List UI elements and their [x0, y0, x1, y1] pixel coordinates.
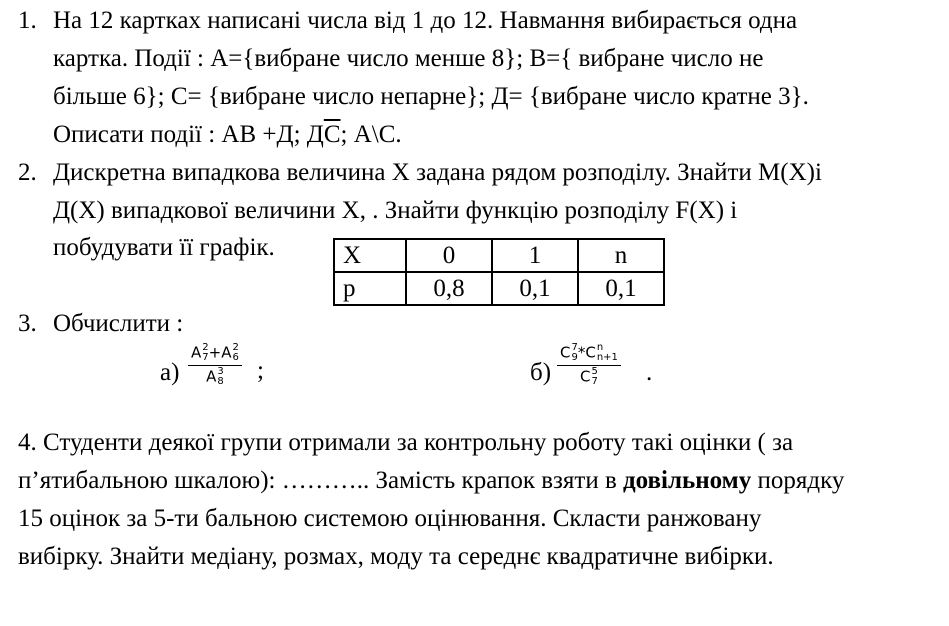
- superscript: 2: [232, 342, 239, 353]
- problem-4-line-2-start: п’ятибальною шкалою): ……….. Замість крапок взяти в: [18, 467, 624, 494]
- problem-1-line-3: більше 6}; С= {вибране число непарне}; Д= {вибране число кратне 3}.: [53, 83, 809, 110]
- subscript: 7: [591, 376, 598, 387]
- superscript: 5: [591, 366, 598, 377]
- emphasis-arbitrary: довільному: [623, 467, 752, 494]
- table-cell: X: [334, 239, 406, 272]
- problem-2-number: 2.: [18, 159, 37, 186]
- superscript: 3: [217, 366, 224, 377]
- table-row: [334, 239, 664, 272]
- fraction-b-denominator: [580, 366, 598, 387]
- fraction-b: [557, 343, 621, 387]
- subscript: 9: [571, 352, 578, 363]
- subscript: 6: [232, 352, 239, 363]
- symbol-times-c: *C: [577, 343, 596, 362]
- indices: [592, 367, 598, 387]
- problem-3-title: Обчислити :: [53, 310, 184, 337]
- problem-4-line-2: [18, 466, 844, 496]
- distribution-table: [333, 238, 665, 306]
- problem-1-line-4: [53, 120, 402, 150]
- superscript: 2: [202, 342, 209, 353]
- problem-1-line-4-end: ; А\С.: [340, 121, 402, 148]
- table-cell: 0,8: [406, 272, 492, 305]
- problem-2-line-1: Дискретна випадкова величина Х задана рядом розподілу. Знайти М(Х)і: [53, 159, 822, 186]
- indices: [597, 343, 618, 363]
- fraction-a-denominator: [206, 366, 224, 387]
- problem-1-line-2: картка. Події : А={вибране число менше 8}; В={ вибране число не: [53, 45, 764, 72]
- symbol-c: C: [560, 343, 571, 362]
- table-cell: p: [334, 272, 406, 305]
- symbol-a: A: [206, 367, 217, 386]
- problem-4-line-4: вибірку. Знайти медіану, розмах, моду та середнє квадратичне вибірки.: [18, 543, 774, 570]
- problem-4-line-1: 4. Студенти деякої групи отримали за контрольну роботу такі оцінки ( за: [18, 429, 794, 456]
- problem-2-line-2: Д(Х) випадкової величини Х, . Знайти функцію розподілу F(X) і: [53, 197, 738, 224]
- superscript: 7: [571, 342, 578, 353]
- table-cell: 0,1: [492, 272, 578, 305]
- problem-4-line-2-end: порядку: [751, 467, 845, 494]
- problem-3-number: 3.: [18, 310, 37, 337]
- indices: [217, 367, 223, 387]
- superscript: n: [596, 342, 604, 353]
- problem-1-number: 1.: [18, 7, 37, 34]
- problem-1-line-1: На 12 картках написані числа від 1 до 12. Навмання вибирається одна: [53, 7, 798, 34]
- subscript: 8: [217, 376, 224, 387]
- fraction-a-numerator: [188, 343, 242, 366]
- table-cell: 1: [492, 239, 578, 272]
- table-cell: n: [578, 239, 664, 272]
- fraction-a: [188, 343, 242, 387]
- problem-4-line-3: 15 оцінок за 5-ти бальною системою оцінювання. Скласти ранжовану: [18, 505, 762, 532]
- problem-1-line-4-start: Описати події : АВ +Д; Д: [53, 121, 324, 148]
- table-cell: 0: [406, 239, 492, 272]
- table-cell: 0,1: [578, 272, 664, 305]
- symbol-a: A: [191, 343, 202, 362]
- part-b-period: .: [646, 359, 653, 386]
- table-row: [334, 272, 664, 305]
- indices: [232, 343, 238, 363]
- problem-2-line-3: побудувати її графік.: [53, 234, 275, 261]
- subscript: 7: [202, 352, 209, 363]
- complement-c: С: [323, 121, 341, 148]
- part-b-label: б): [530, 359, 552, 386]
- part-a-semicolon: ;: [257, 357, 264, 384]
- part-a-label: а): [160, 359, 180, 386]
- symbol-plus-a: +A: [208, 343, 232, 362]
- symbol-c: C: [580, 367, 591, 386]
- fraction-b-numerator: [557, 343, 621, 366]
- subscript: n+1: [596, 352, 618, 363]
